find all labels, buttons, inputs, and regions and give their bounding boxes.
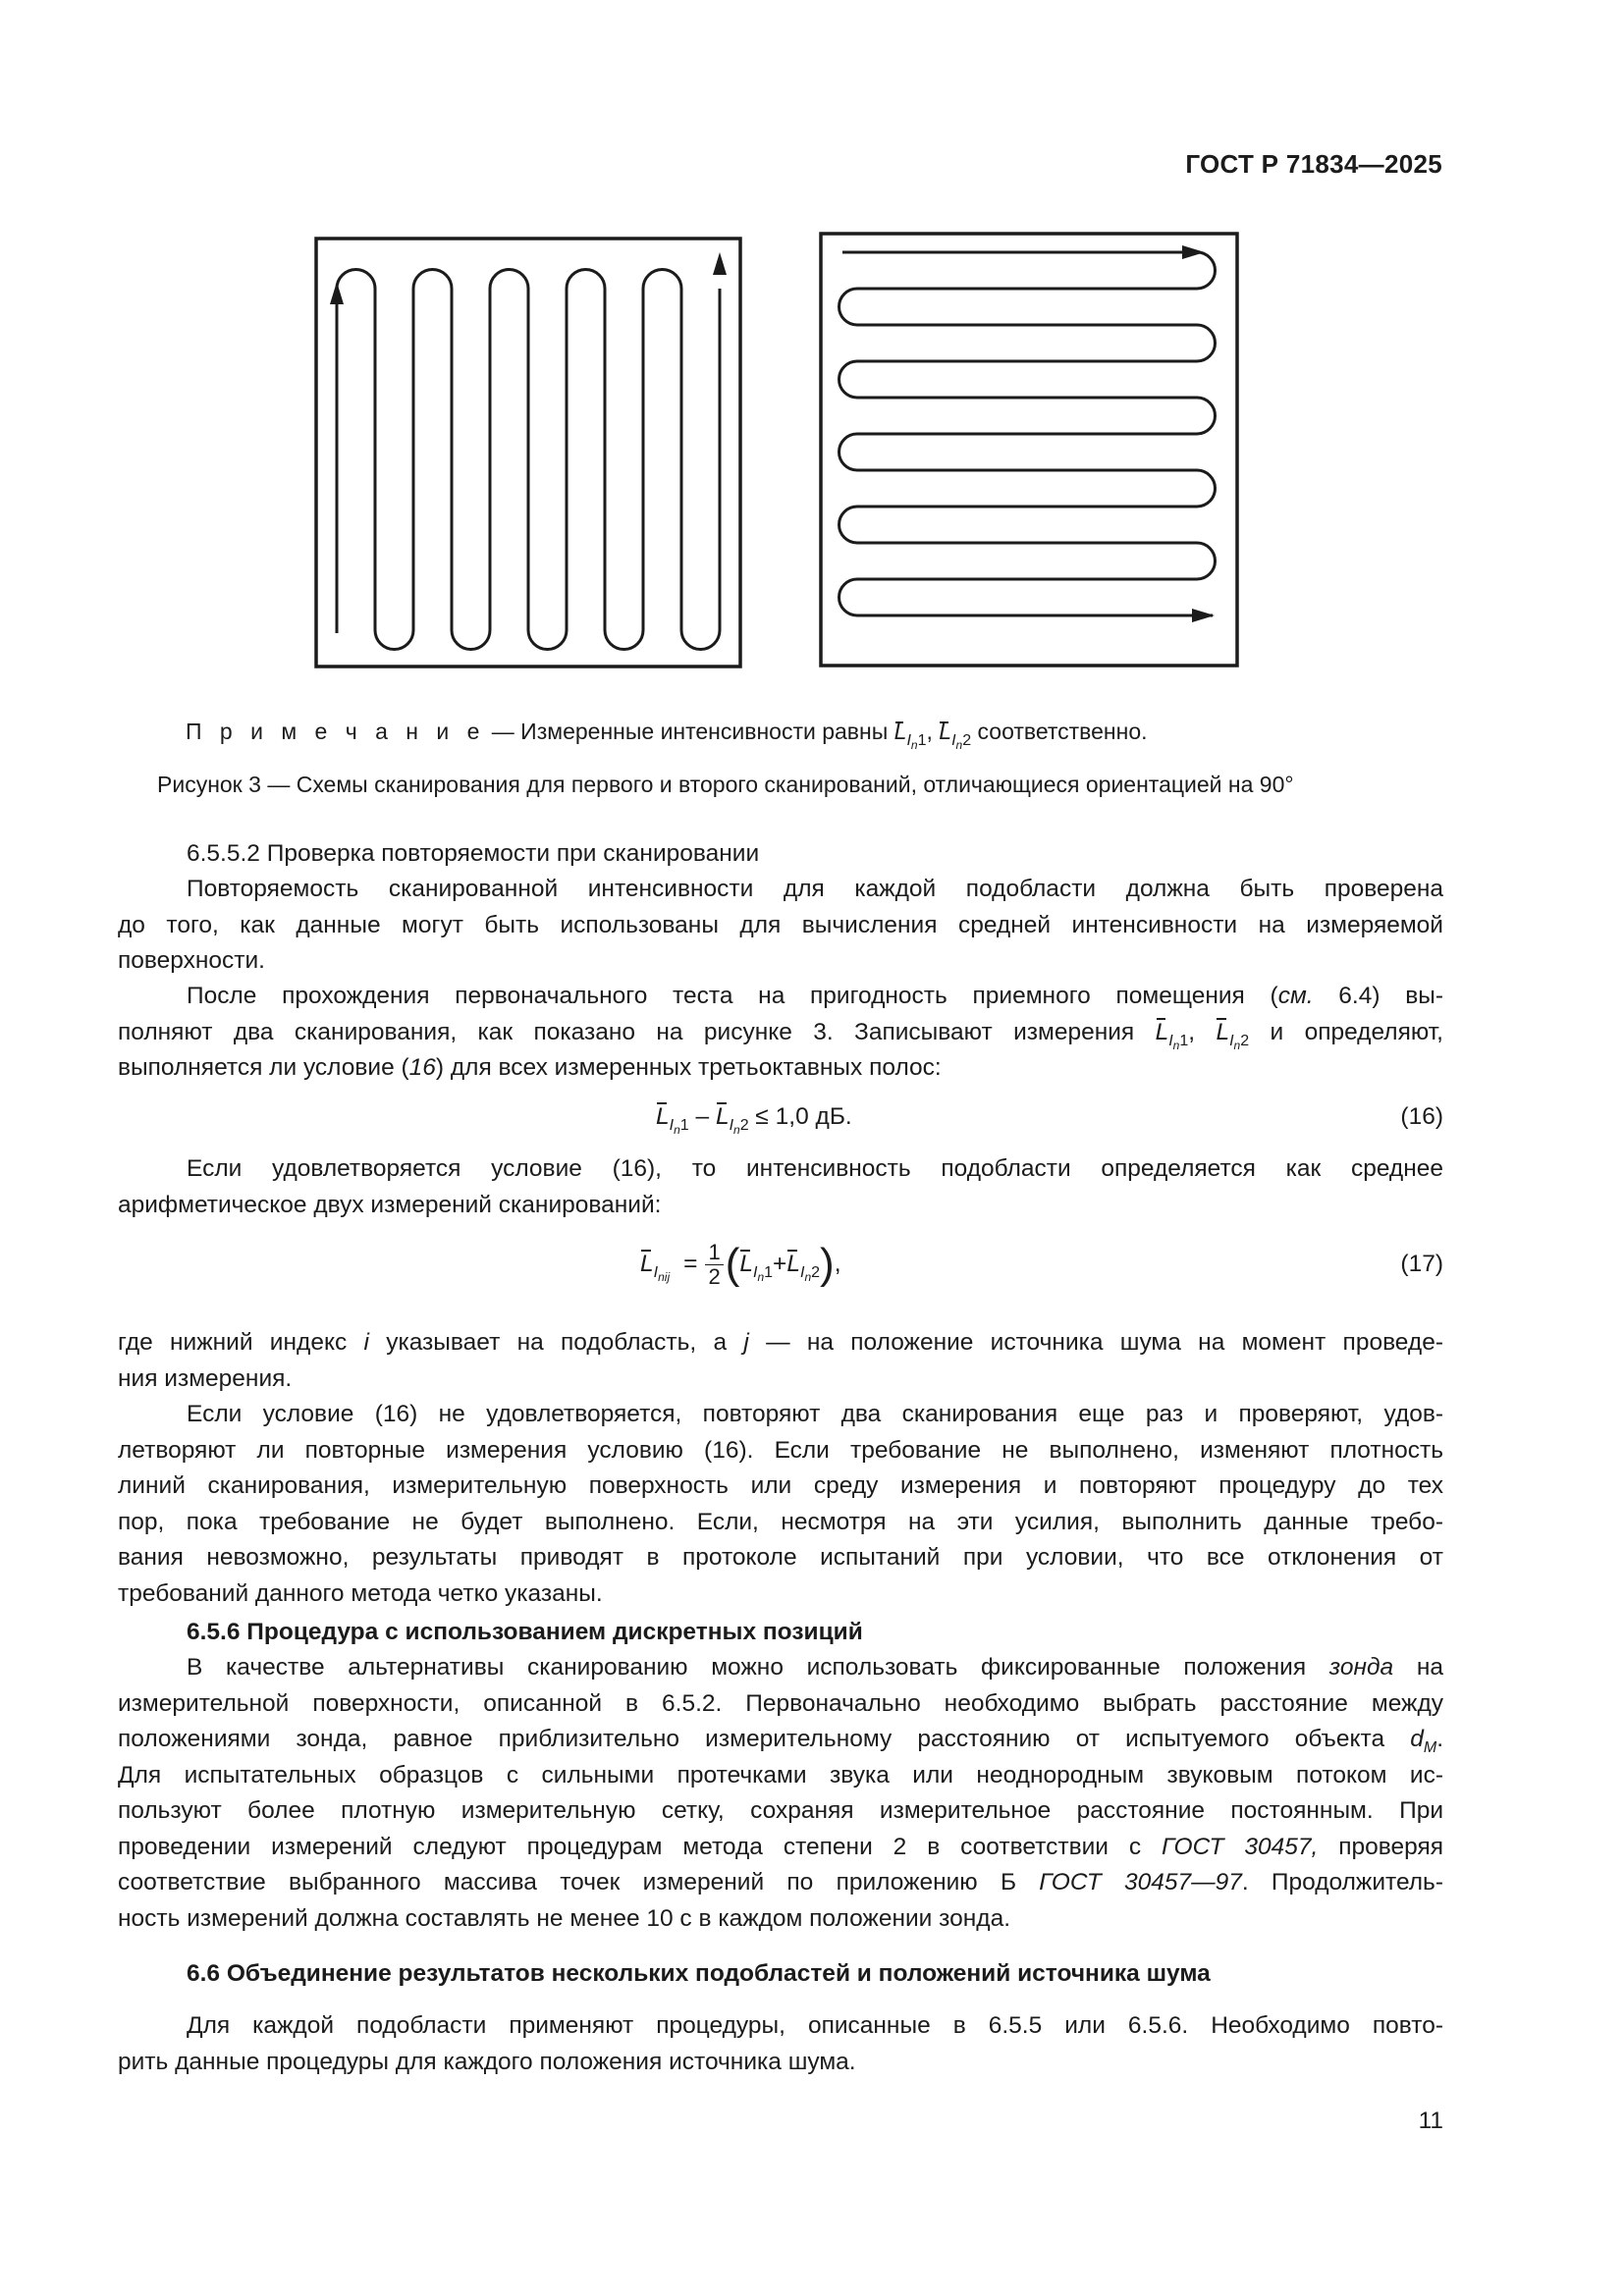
section-heading-6-5-5-2: 6.5.5.2 Проверка повторяемости при сканировании: [187, 840, 760, 867]
paragraph-condition-not-met: Если условие (16) не удовлетворяется, повторяют два сканирования еще раз и проверяют, удов- летворяют ли повторные измерения условию (16). Если требование не выполнено, изменяют плотность линий сканирования, измерительную поверхность или среду измерения и повторяют процедуру до тех пор, пока требование не будет выполнено. Если, несмотря на эти усилия, выполнить данные требо- вания невозможно, результаты приводят в протоколе испытаний при условии, что все отклонения от требований данного метода четко указаны.: [118, 1401, 1443, 1607]
paragraph-indices: где нижний индекс i указывает на подобласть, а j — на положение источника шума на момент проведе- ния измерения.: [118, 1329, 1443, 1392]
arrow-up-icon: [713, 252, 727, 275]
figure-scan-patterns: [295, 226, 1257, 697]
paragraph-repeatability: Повторяемость сканированной интенсивности для каждой подобласти должна быть проверена до того, как данные могут быть использованы для вычисления средней интенсивности на измеряемой поверхности.: [118, 876, 1443, 974]
page-number: 11: [1418, 2108, 1443, 2134]
symbol-l-in1: $L_{I_n1}$: [893, 719, 927, 752]
figure-caption: Рисунок 3 — Схемы сканирования для первого и второго сканирований, отличающиеся ориентацией на 90°: [157, 772, 1294, 797]
equation-number-17: (17): [1400, 1251, 1443, 1277]
paragraph-average: Если удовлетворяется условие (16), то интенсивность подобласти определяется как среднее арифметическое двух измерений сканирований:: [118, 1155, 1443, 1218]
paragraph-two-scans: После прохождения первоначального теста на пригодность приемного помещения (см. 6.4) вы- полняют два сканирования, как показано на рисунке 3. Записывают измерения $L_{I_n1}$, $L_{I_n2}$ и определяют, выполняется ли условие (16) для всех измеренных третьоктавных полос:: [118, 983, 1443, 1081]
scan-pattern-vertical: [316, 239, 740, 667]
equation-number-16: (16): [1400, 1103, 1443, 1130]
arrow-right-icon: [1182, 245, 1205, 259]
section-heading-6-6: 6.6 Объединение результатов нескольких подобластей и положений источника шума: [187, 1960, 1211, 1987]
arrow-up-icon: [330, 282, 344, 304]
equation-17: $L_{I_{nij}}$ = $\frac{1}{2}$ ( $L_{I_n1}$ + $L_{I_n2}$ ) ,: [640, 1239, 841, 1289]
paragraph-discrete-positions: В качестве альтернативы сканированию можно использовать фиксированные положения зонда на измерительной поверхности, описанной в 6.5.2. Первоначально необходимо выбрать расстояние между положениями зонда, равное приблизительно измерительному расстоянию от испытуемого объекта $d_M$. Для испытательных образцов с сильными протечками звука или неоднородным звуковым потоком ис- пользуют более плотную измерительную сетку, сохраняя измерительное расстояние постоянным. При проведении измерений следуют процедурам метода степени 2 в соответствии с ГОСТ 30457, проверяя соответствие выбранного массива точек измерений по приложению Б ГОСТ 30457—97. Продолжитель- ность измерений должна составлять не менее 10 с в каждом положении зонда.: [118, 1654, 1443, 1932]
arrow-right-icon: [1192, 609, 1215, 622]
fraction-one-half: $\frac{1}{2}$: [705, 1241, 723, 1289]
paragraph-combine: Для каждой подобласти применяют процедуры, описанные в 6.5.5 или 6.5.6. Необходимо повто- рить данные процедуры для каждого положения источника шума.: [118, 2012, 1443, 2075]
note-label: П р и м е ч а н и е: [186, 719, 486, 744]
equation-16: $L_{I_n1} - L_{I_n2} \le 1,0$ дБ.: [656, 1099, 852, 1136]
document-header: ГОСТ Р 71834—2025: [1185, 149, 1442, 179]
figure-note: П р и м е ч а н и е — Измеренные интенсивности равны $L_{I_n1}$, $L_{I_n2}$ соответственно.: [186, 719, 1148, 752]
scan-pattern-horizontal: [821, 234, 1237, 666]
symbol-l-in2: $L_{I_n2}$: [939, 719, 972, 752]
section-heading-6-5-6: 6.5.6 Процедура с использованием дискретных позиций: [187, 1619, 863, 1645]
